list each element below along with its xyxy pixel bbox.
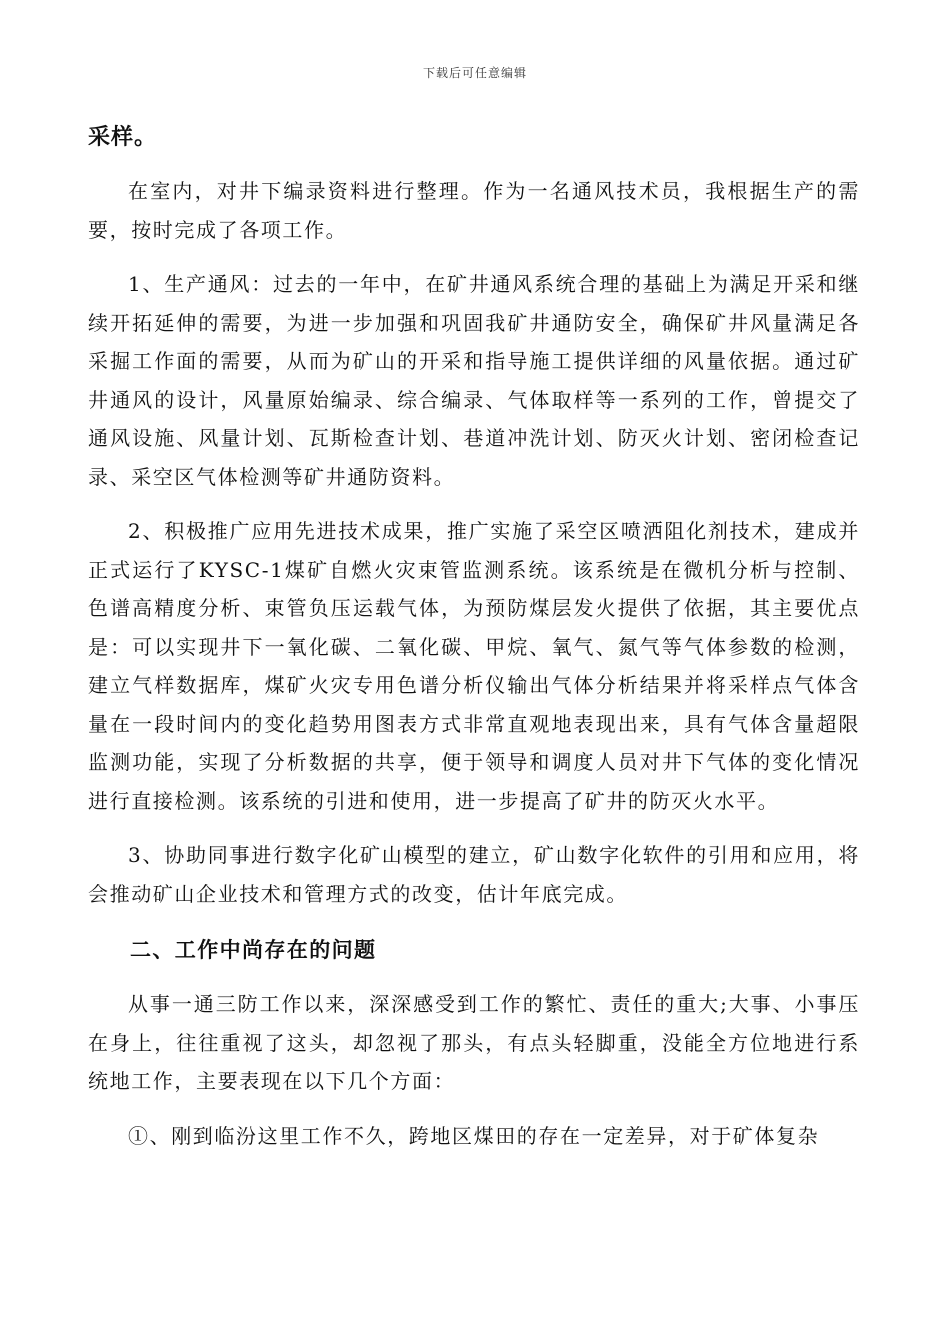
paragraph-digital-mine: 3、协助同事进行数字化矿山模型的建立，矿山数字化软件的引用和应用，将会推动矿山企业技术和管理方式的改变，估计年底完成。 bbox=[88, 843, 860, 906]
paragraph-production-ventilation: 1、生产通风：过去的一年中，在矿井通风系统合理的基础上为满足开采和继续开拓延伸的需要，为进一步加强和巩固我矿井通防安全，确保矿井风量满足各采掘工作面的需要，从而为矿山的开采和指导施工提供详细的风量依据。通过矿井通风的设计，风量原始编录、综合编录、气体取样等一系列的工作，曾提交了通风设施、风量计划、瓦斯检查计划、巷道冲洗计划、防灭火计划、密闭检查记录、采空区气体检测等矿井通防资料。 bbox=[88, 272, 860, 489]
paragraph-problems-intro: 从事一通三防工作以来，深深感受到工作的繁忙、责任的重大;大事、小事压在身上，往往重视了这头，却忽视了那头，有点头轻脚重，没能全方位地进行系统地工作，主要表现在以下几个方面： bbox=[88, 992, 860, 1093]
section-heading-problems: 二、工作中尚存在的问题 bbox=[130, 937, 377, 962]
opening-heading: 采样。 bbox=[88, 124, 158, 150]
page-header-note: 下载后可任意编辑 bbox=[422, 66, 527, 80]
paragraph-technology-promotion: 2、积极推广应用先进技术成果，推广实施了采空区喷洒阻化剂技术，建成并正式运行了KYSC-1煤矿自燃火灾束管监测系统。该系统是在微机分析与控制、色谱高精度分析、束管负压运载气体，为预防煤层发火提供了依据，其主要优点是：可以实现井下一氧化碳、二氧化碳、甲烷、氧气、氮气等气体参数的检测，建立气样数据库，煤矿火灾专用色谱分析仪输出气体分析结果并将采样点气体含量在一段时间内的变化趋势用图表方式非常直观地表现出来，具有气体含量超限监测功能，实现了分析数据的共享，便于领导和调度人员对井下气体的变化情况进行直接检测。该系统的引进和使用，进一步提高了矿井的防灭火水平。 bbox=[88, 519, 860, 813]
paragraph-problem-one: ①、刚到临汾这里工作不久，跨地区煤田的存在一定差异，对于矿体复杂 bbox=[128, 1123, 820, 1148]
paragraph-office-work: 在室内，对井下编录资料进行整理。作为一名通风技术员，我根据生产的需要，按时完成了各项工作。 bbox=[88, 179, 860, 242]
document-body bbox=[88, 118, 860, 1155]
